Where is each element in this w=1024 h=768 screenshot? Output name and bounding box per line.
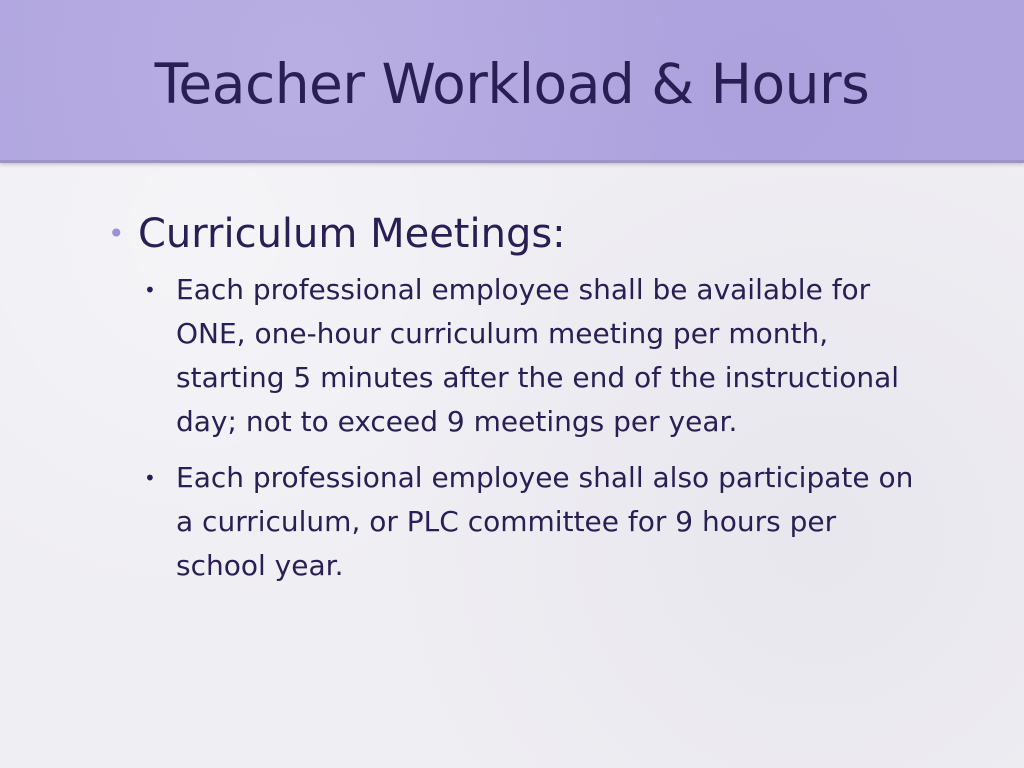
title-band (0, 0, 1024, 163)
bullet-label: Curriculum Meetings: (138, 211, 566, 257)
sub-bullet-item (144, 268, 928, 444)
slide-title: Teacher Workload & Hours (154, 52, 870, 116)
sub-bullet-list (144, 268, 928, 588)
bullet-dot-icon: • (108, 217, 125, 250)
sub-bullet-text: Each professional employee shall be available for ONE, one-hour curriculum meeting per month, starting 5 minutes after the end of the instructional day; not to exceed 9 meetings per year. (176, 273, 900, 438)
sub-bullet-item (144, 456, 928, 588)
sub-bullet-dot-icon: • (144, 278, 156, 302)
slide-content (108, 208, 928, 600)
sub-bullet-text: Each professional employee shall also participate on a curriculum, or PLC committee for 9 hours per school year. (176, 461, 914, 582)
bullet-item-curriculum-meetings (108, 208, 928, 260)
sub-bullet-dot-icon: • (144, 466, 156, 490)
